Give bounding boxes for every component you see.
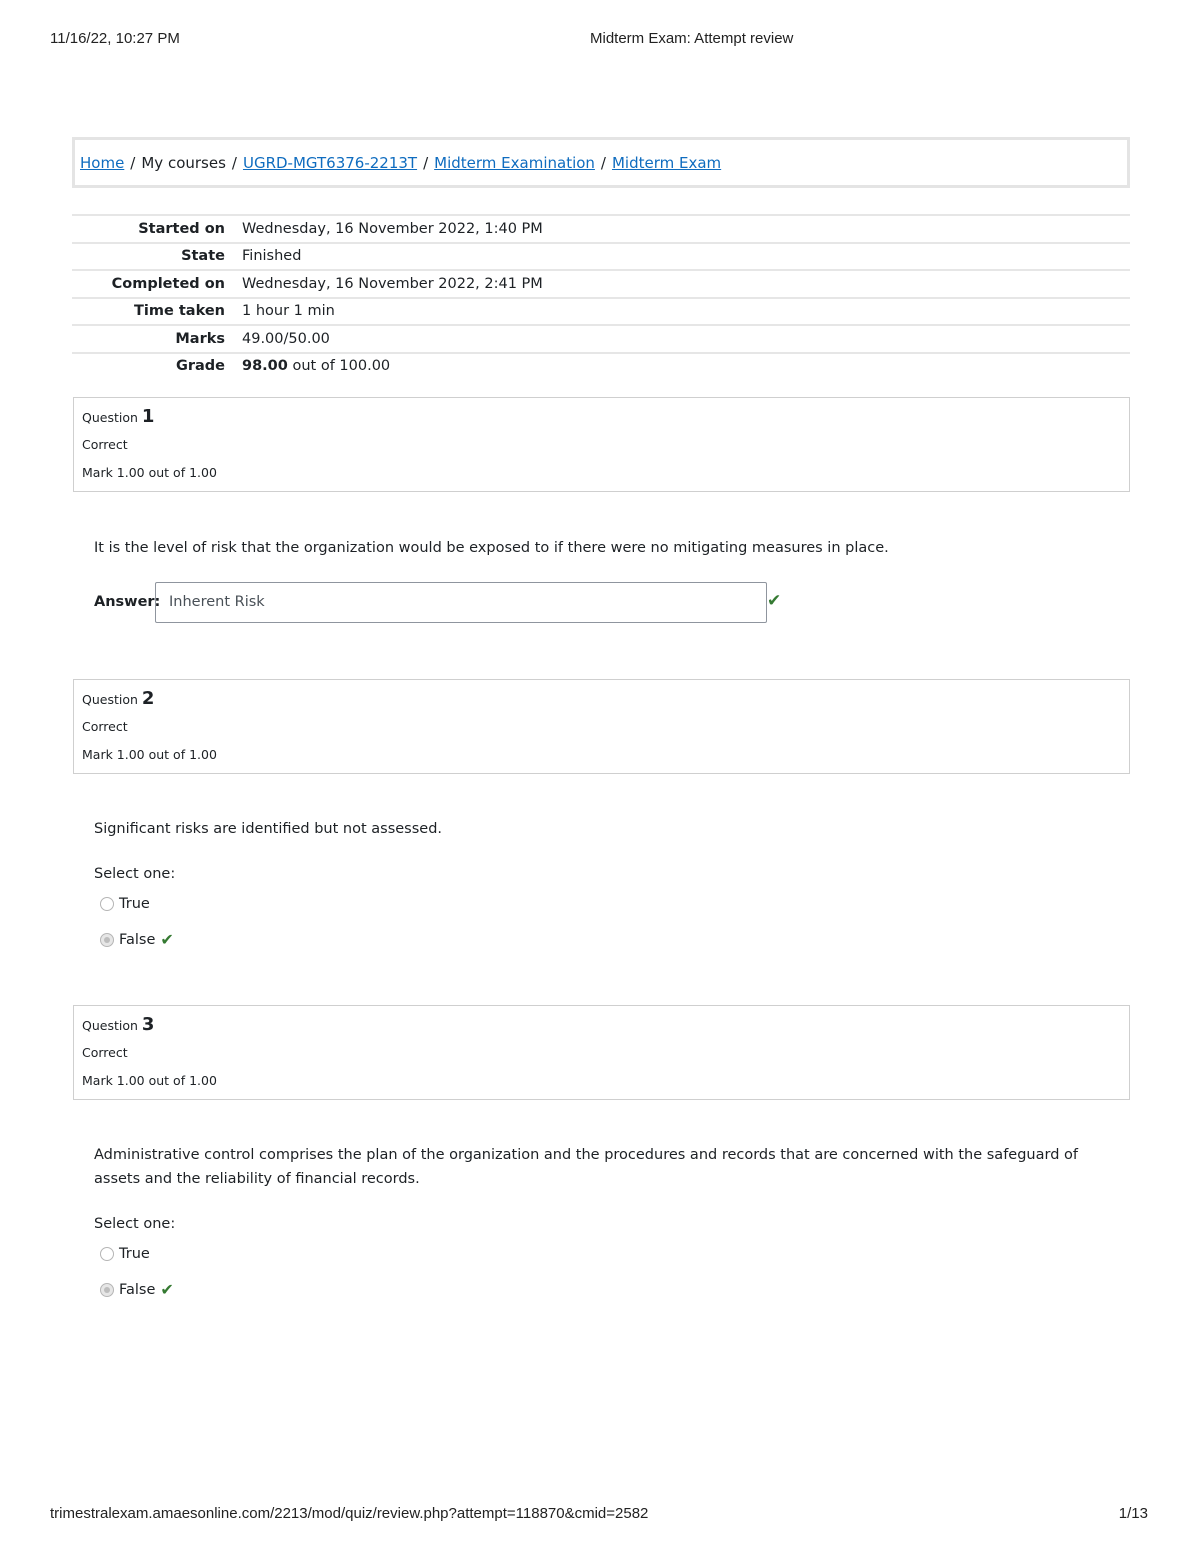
print-page-title: Midterm Exam: Attempt review [590, 30, 794, 47]
summary-value: 1 hour 1 min [242, 303, 335, 320]
breadcrumb-course-link[interactable]: UGRD-MGT6376-2213T [242, 154, 418, 172]
summary-row-started [72, 214, 1130, 242]
check-icon: ✔ [160, 930, 174, 949]
breadcrumb-section-link[interactable]: Midterm Examination [434, 154, 595, 172]
question-number [82, 406, 154, 427]
print-page-number: 1/13 [1118, 1505, 1148, 1522]
answer-label: Answer: [94, 594, 161, 610]
question-number [82, 1014, 154, 1035]
summary-label: Time taken [134, 303, 225, 320]
question-mark: Mark 1.00 out of 1.00 [82, 465, 217, 480]
breadcrumb-separator: / [600, 154, 606, 172]
select-one-label: Select one: [94, 866, 176, 882]
print-url: trimestralexam.amaesonline.com/2213/mod/quiz/review.php?attempt=118870&cmid=2582 [50, 1505, 649, 1522]
question-prefix: Question [82, 692, 138, 707]
breadcrumb-quiz-link[interactable]: Midterm Exam [611, 154, 722, 172]
breadcrumb-separator: / [231, 154, 237, 172]
summary-label: State [181, 248, 225, 265]
summary-row-grade [72, 352, 1130, 380]
breadcrumb-separator: / [130, 154, 136, 172]
radio-button[interactable] [100, 1247, 114, 1261]
radio-button-selected[interactable] [100, 1283, 114, 1297]
answer-field[interactable]: Inherent Risk [155, 582, 767, 623]
question-number-value: 3 [141, 1014, 155, 1035]
option-true[interactable] [100, 896, 150, 912]
summary-label: Started on [138, 220, 225, 237]
breadcrumb-separator: / [423, 154, 429, 172]
check-icon: ✔ [160, 1280, 174, 1299]
question-state: Correct [82, 719, 128, 734]
summary-label: Grade [175, 358, 225, 375]
summary-value: Finished [242, 248, 302, 265]
summary-row-marks [72, 324, 1130, 352]
question-prefix: Question [82, 410, 138, 425]
question-info-box [73, 397, 1130, 492]
question-info-box [73, 1005, 1130, 1100]
grade-value: 98.00 [242, 358, 288, 375]
question-number [82, 688, 154, 709]
summary-label: Marks [175, 330, 225, 347]
attempt-summary-table [72, 214, 1130, 379]
question-text: It is the level of risk that the organization would be exposed to if there were no mitigating measures in place. [94, 540, 889, 556]
breadcrumb-home-link[interactable]: Home [80, 154, 125, 172]
question-text: Significant risks are identified but not assessed. [94, 821, 443, 837]
summary-value: Wednesday, 16 November 2022, 2:41 PM [242, 275, 543, 292]
option-false[interactable] [100, 930, 174, 949]
summary-row-completed [72, 269, 1130, 297]
print-datetime: 11/16/22, 10:27 PM [50, 30, 180, 47]
option-label: True [119, 1246, 150, 1262]
radio-button-selected[interactable] [100, 933, 114, 947]
option-label: False [119, 1281, 156, 1298]
question-text [94, 1143, 1094, 1191]
summary-value: Wednesday, 16 November 2022, 1:40 PM [242, 220, 543, 237]
option-label: False [119, 931, 156, 948]
question-text-line: Administrative control comprises the plan of the organization and the procedures and records that are concerned with the safeguard of [94, 1147, 1078, 1163]
question-number-value: 1 [141, 406, 155, 427]
summary-row-time-taken [72, 297, 1130, 325]
option-label: True [119, 896, 150, 912]
check-icon: ✔ [767, 591, 782, 611]
question-state: Correct [82, 437, 128, 452]
question-prefix: Question [82, 1018, 138, 1033]
summary-value [225, 358, 390, 374]
summary-value: 49.00/50.00 [242, 330, 330, 347]
radio-button[interactable] [100, 897, 114, 911]
option-false[interactable] [100, 1280, 174, 1299]
summary-row-state [72, 242, 1130, 270]
question-text-line: assets and the reliability of financial records. [94, 1171, 420, 1187]
grade-suffix: out of 100.00 [292, 358, 391, 375]
question-number-value: 2 [141, 688, 155, 709]
breadcrumb [80, 154, 721, 172]
question-mark: Mark 1.00 out of 1.00 [82, 1073, 217, 1088]
select-one-label: Select one: [94, 1216, 176, 1232]
option-true[interactable] [100, 1246, 150, 1262]
question-mark: Mark 1.00 out of 1.00 [82, 747, 217, 762]
summary-label: Completed on [111, 275, 225, 292]
breadcrumb-my-courses: My courses [141, 154, 226, 172]
question-info-box [73, 679, 1130, 774]
question-state: Correct [82, 1045, 128, 1060]
breadcrumb-container [72, 137, 1130, 188]
